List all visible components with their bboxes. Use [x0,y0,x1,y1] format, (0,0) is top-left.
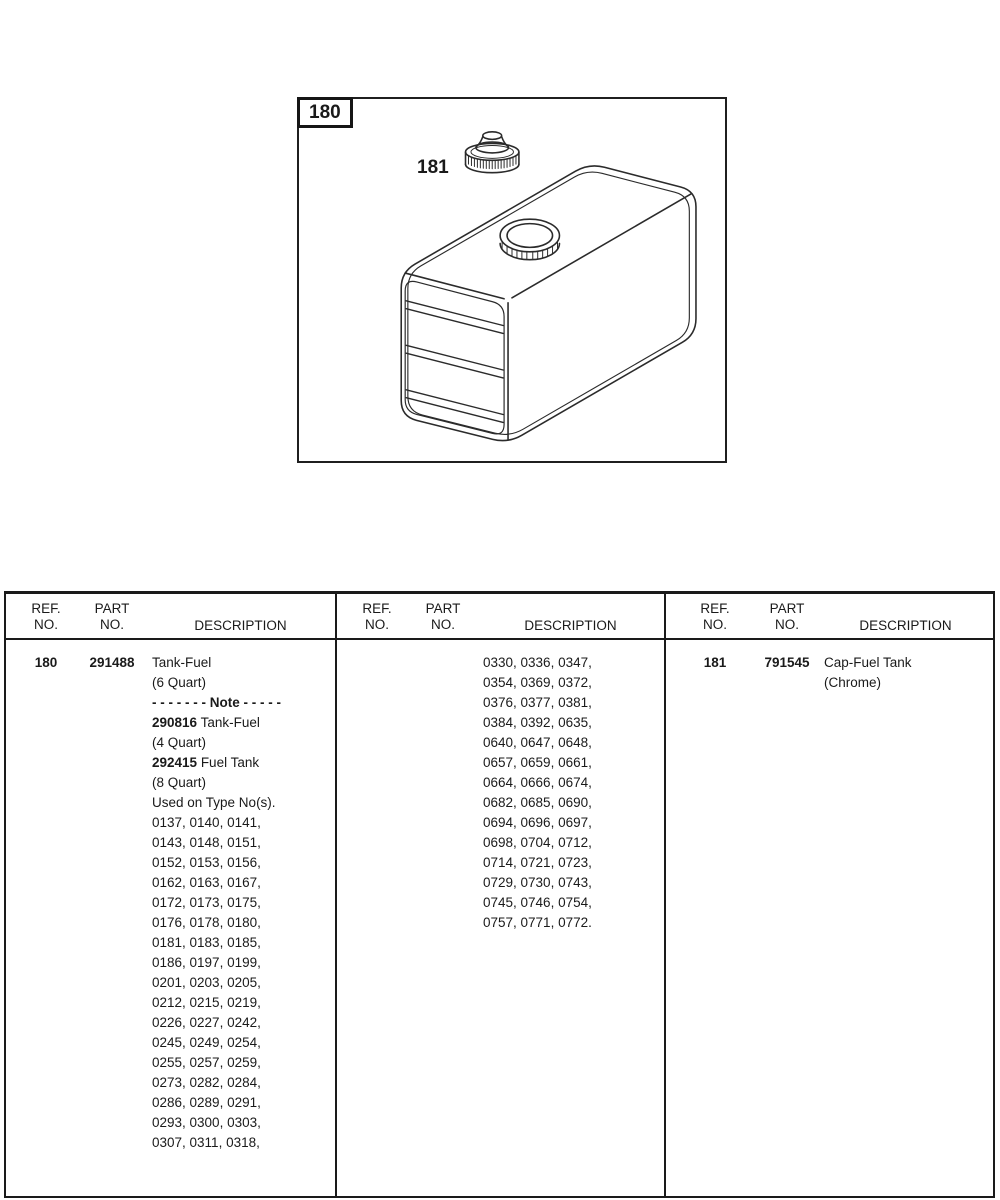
description-line: (8 Quart) [152,775,207,790]
description-line: Tank-Fuel [152,655,212,670]
description-line: 0694, 0696, 0697, [483,815,592,830]
description-line: (Chrome) [824,675,882,690]
description-line: 0293, 0300, 0303, [152,1115,261,1130]
ref-no-cell: 181 [703,655,727,670]
description-line: 0729, 0730, 0743, [483,875,592,890]
description-line: 0137, 0140, 0141, [152,815,261,830]
table-header [6,594,335,640]
description-line: 0657, 0659, 0661, [483,755,592,770]
ref-no-cell: 180 [34,655,58,670]
part-no-cell: 291488 [89,655,135,670]
description-line: 0273, 0282, 0284, [152,1075,261,1090]
description-header: DESCRIPTION [194,618,287,633]
parts-table-column-1 [6,594,335,1196]
ref-no-header: REF. NO. [700,601,730,632]
filler-neck [500,219,559,260]
description-line: 0307, 0311, 0318, [152,1135,260,1150]
description-line: 0212, 0215, 0219, [152,995,261,1010]
fuel-cap-drawing [466,132,519,173]
ref-header-line1: REF. [31,601,61,616]
description-line: Used on Type No(s). [152,795,276,810]
ref-no-header [20,601,72,634]
part-header-line2: NO. [99,617,124,632]
description-line: (6 Quart) [152,675,207,690]
ref-no-header: REF. NO. [362,601,392,632]
description-line: 0245, 0249, 0254, [152,1035,261,1050]
description-line: 0354, 0369, 0372, [483,675,592,690]
description-line: 0330, 0336, 0347, [483,655,592,670]
figure-ref-label: 180 [297,97,353,128]
part-no-header [72,601,152,634]
description-header: DESCRIPTION [524,618,617,633]
description-line: (4 Quart) [152,735,207,750]
description-line: 0152, 0153, 0156, [152,855,261,870]
description-line: 0286, 0289, 0291, [152,1095,261,1110]
description-line: 0143, 0148, 0151, [152,835,261,850]
cap-ref-label: 181 [417,157,449,178]
description-cell [152,653,327,1153]
description-header: DESCRIPTION [859,618,952,633]
description-line: 0255, 0257, 0259, [152,1055,261,1070]
ref-no-cell [351,653,403,933]
parts-diagram [297,97,727,463]
description-line: 292415 Fuel Tank [152,755,260,770]
description-line: 0714, 0721, 0723, [483,855,592,870]
description-line: 0201, 0203, 0205, [152,975,261,990]
part-no-cell: 791545 [764,655,810,670]
description-line: 0384, 0392, 0635, [483,715,592,730]
description-line: 0682, 0685, 0690, [483,795,592,810]
parts-table-column-3 [664,594,993,1196]
table-row [666,640,993,693]
description-line: - - - - - - - Note - - - - - [152,695,281,710]
description-cell [824,653,985,693]
part-no-header: PART NO. [769,601,805,632]
table-header [337,594,664,640]
table-row [337,640,664,933]
description-cell [483,653,656,933]
description-line: 0226, 0227, 0242, [152,1015,261,1030]
description-line: 0698, 0704, 0712, [483,835,592,850]
table-header [666,594,993,640]
part-header-line1: PART [94,601,130,616]
description-line: 0172, 0173, 0175, [152,895,261,910]
ref-header-line2: NO. [33,617,58,632]
tank-straps [406,301,503,423]
description-line: Cap-Fuel Tank [824,655,912,670]
description-line: 0176, 0178, 0180, [152,915,261,930]
description-line: 290816 Tank-Fuel [152,715,260,730]
part-no-cell [403,653,483,933]
description-line: 0186, 0197, 0199, [152,955,261,970]
description-line: 0181, 0183, 0185, [152,935,261,950]
parts-table [4,591,995,1198]
description-line: 0745, 0746, 0754, [483,895,592,910]
description-line: 0376, 0377, 0381, [483,695,592,710]
description-line: 0640, 0647, 0648, [483,735,592,750]
parts-table-column-2 [335,594,664,1196]
description-line: 0162, 0163, 0167, [152,875,261,890]
table-row [6,640,335,1153]
description-line: 0757, 0771, 0772. [483,915,592,930]
description-line: 0664, 0666, 0674, [483,775,592,790]
fuel-tank-illustration [299,99,725,461]
part-no-header: PART NO. [425,601,461,632]
